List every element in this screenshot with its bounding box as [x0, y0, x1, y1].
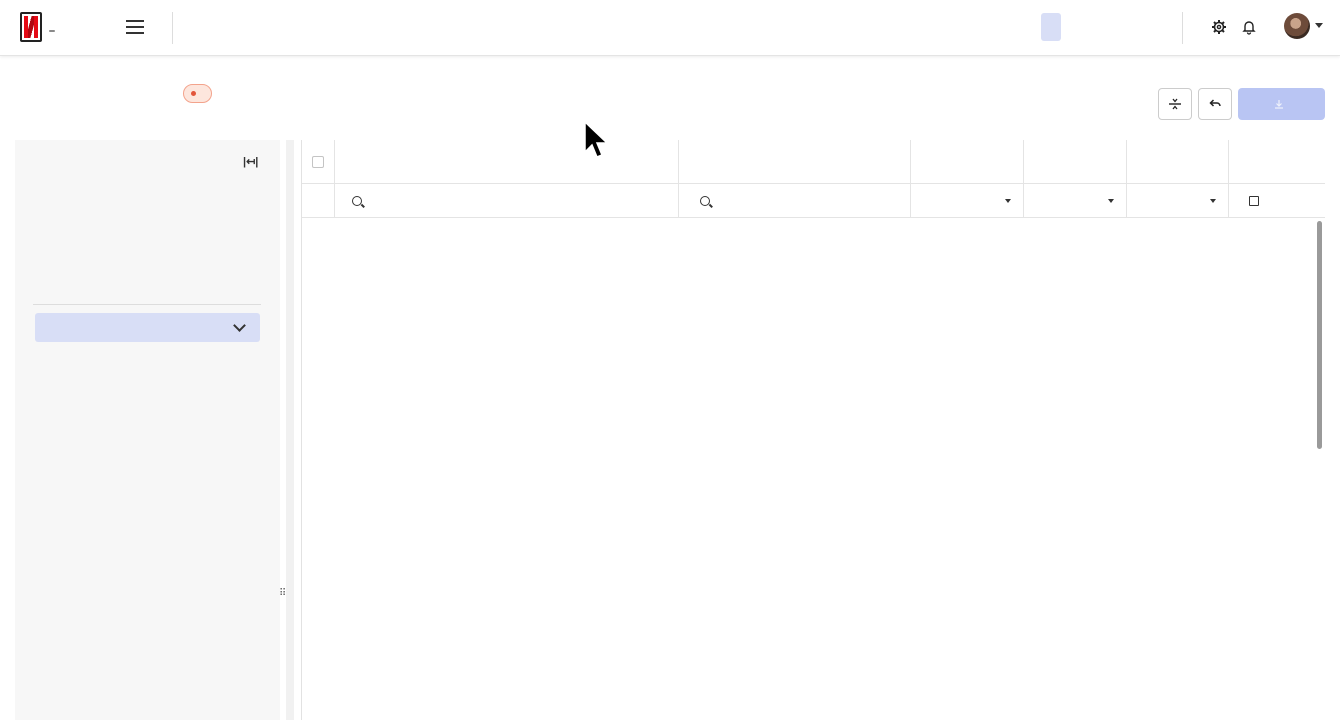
groups-sidebar — [15, 140, 280, 720]
search-icon — [352, 196, 362, 206]
column-header[interactable] — [335, 140, 679, 183]
filter-spacer — [302, 184, 335, 217]
all-groups-select[interactable] — [35, 313, 260, 342]
materials-table — [301, 140, 1325, 720]
undo-icon — [1208, 97, 1222, 111]
download-button[interactable] — [1238, 88, 1325, 120]
nav-overview-link[interactable] — [968, 13, 988, 41]
search-icon — [700, 196, 710, 206]
compare-icon — [1168, 97, 1182, 111]
my-downloads-filter[interactable] — [1127, 184, 1229, 217]
calendar-icon — [1249, 196, 1259, 206]
column-header[interactable] — [679, 140, 911, 183]
select-all-checkbox[interactable] — [312, 156, 324, 168]
sidebar-scrollbar[interactable] — [286, 140, 294, 720]
resize-handle-icon[interactable]: ⠿ — [279, 588, 287, 599]
table-header-row — [302, 140, 1325, 184]
newly-added-filter[interactable] — [1024, 184, 1127, 217]
title-filter[interactable] — [679, 184, 911, 217]
nav-divider — [1182, 12, 1183, 44]
filter-row — [302, 184, 1325, 218]
delivered-on-filter[interactable] — [1229, 184, 1325, 217]
compare-button[interactable] — [1158, 88, 1192, 120]
sidebar-divider — [33, 304, 261, 305]
download-icon — [1274, 99, 1284, 109]
column-header[interactable] — [911, 140, 1024, 183]
cursor-icon — [583, 120, 609, 162]
qc-status-filter[interactable] — [911, 184, 1024, 217]
status-badge — [183, 84, 212, 103]
gear-icon[interactable] — [1211, 19, 1227, 35]
nav-download-materials-tab[interactable] — [1041, 13, 1061, 41]
chevron-down-icon — [1108, 199, 1114, 203]
select-all-cell[interactable] — [302, 140, 335, 183]
undo-button[interactable] — [1198, 88, 1232, 120]
column-header[interactable] — [1127, 140, 1229, 183]
column-header[interactable] — [1024, 140, 1127, 183]
env-badge — [49, 30, 55, 32]
chevron-down-icon[interactable] — [1315, 23, 1323, 28]
filename-filter[interactable] — [335, 184, 679, 217]
chevron-down-icon — [1210, 199, 1216, 203]
chevron-down-icon — [233, 319, 246, 332]
chevron-down-icon — [1005, 199, 1011, 203]
collapse-panel-icon[interactable]: |↤| — [243, 156, 259, 168]
bell-icon[interactable] — [1241, 19, 1257, 35]
avatar[interactable] — [1284, 13, 1310, 39]
column-header[interactable] — [1229, 140, 1325, 183]
hamburger-icon[interactable] — [126, 20, 144, 34]
table-scrollbar[interactable] — [1317, 221, 1322, 449]
nav-divider — [172, 12, 173, 44]
netflix-logo-icon[interactable] — [20, 12, 42, 42]
top-nav — [0, 0, 1340, 56]
